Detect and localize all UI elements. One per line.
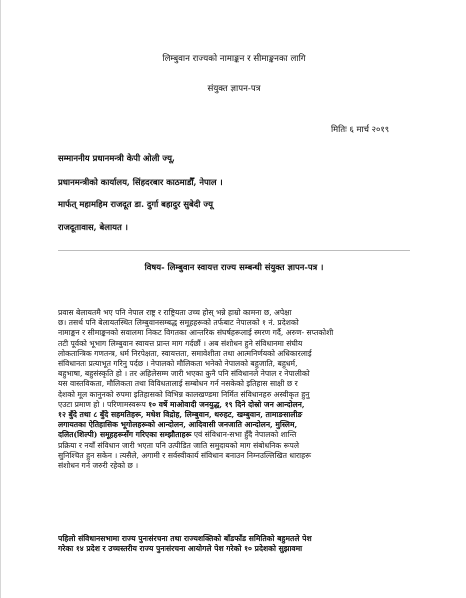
address-line-recipient: सम्माननीय प्रधानमन्त्री केपी ओली ज्यू, [58, 153, 175, 163]
document-date: मितिः ६ मार्च २०१९ [331, 124, 390, 134]
paragraph-bold-text: १० वर्षे माओवादी जनयुद्ध, १९ दिने दोस्रो जन आन्दोलन, [148, 399, 305, 409]
address-line-embassy: राजदूतावास, बेलायत । [58, 222, 128, 232]
paragraph-line-bold: १२ बुँदे तथा ८ बुँदे सहमतिहरू, मधेश विद्रोह, लिम्बुवान, थरुहट, खम्बुवान, तामाङसालीङ [58, 410, 303, 420]
divider-rule [58, 250, 410, 251]
paragraph-line-mixed [58, 430, 410, 440]
paragraph-line-bold: लगायतका ऐतिहासिक भूगोलहरूको आन्दोलन, आदिवासी जनजाति आन्दोलन, मुस्लिम, [58, 420, 298, 430]
paragraph-body-2 [58, 534, 410, 554]
paragraph-text: एउटा प्रमाण हो । परिणामस्वरूप [58, 399, 146, 409]
paragraph-line: लोकतान्त्रिक गणतन्त्र, धर्म निरपेक्षता, स्वायत्तता, समावेशीता तथा आत्मनिर्णयको अधिकारलाई [58, 348, 312, 358]
paragraph-line: बहुभाषा, बहुसंस्कृति हो । तर अहिलेसम्म जारी भएका कुनै पनि संविधानले नेपाल र नेपालीको [58, 369, 310, 379]
paragraph-line: पहिलो संविधानसभामा राज्य पुनःसंरचना तथा राज्यशक्तिको बाँडफाँड समितिको बहुमतले पेश [58, 534, 312, 543]
paragraph-line: तटी पूर्वको भूभाग लिम्बुवान स्वायत्त प्रान्त माग गर्दछौं । अब संशोधन हुने संविधानमा संघीय [58, 338, 303, 348]
paragraph-line: प्रवास बेलायतमै भए पनि नेपाल राष्ट्र र राष्ट्रियता उच्च होस् भन्ने हाम्रो कामना छ, अपेक्षा [58, 308, 292, 317]
paragraph-line: संशोधन गर्न जरुरी रहेको छ । [58, 461, 139, 471]
address-line-via: मार्फत् महामहिम राजदूत डा. दुर्गा बहादुर सुबेदी ज्यू [58, 199, 213, 209]
paragraph-bold-text: दलित(शिल्पी) समूहहरूसँग गरिएका सम्झौताहरू [58, 430, 192, 440]
paragraph-line: सुनिश्चित हुन सकेन । त्यसैले, अगामी र सर्वस्वीकार्य संविधान बनाउन निम्नउल्लिखित धाराहरू [58, 450, 312, 460]
document-title: लिम्बुवान राज्यको नामाङ्कन र सीमाङ्कनका लागि [162, 54, 306, 64]
paragraph-line: नामाङ्कन र सीमाङ्कनको सवालमा निकट विगतका आन्तरिक संघर्षहरूलाई स्मरण गर्दै, अरुण- सप्तकोशी [58, 328, 334, 338]
paragraph-line: यस वास्तविकता, मौलिकता तथा विविधतालाई सम्बोधन गर्न नसकेको इतिहास साक्षी छ र [58, 379, 298, 389]
paragraph-text: एवं संविधान-सभा हुँदै नेपालको शान्ति [193, 430, 297, 440]
paragraph-line: संविधानतः प्रत्याभूत गरिनु पर्दछ । नेपालको मौलिकता भनेको नेपालको बहुजाति, बहुधर्म, [58, 359, 298, 369]
paragraph-line: छ। तसर्थ पनि बेलायतस्थित लिम्बुवानसम्बद्ध समूहहरूको तर्फबाट नेपालको १ नं. प्रदेशको [58, 318, 299, 328]
paragraph-body-1 [58, 308, 410, 471]
document-subject: विषय- लिम्बुवान स्वायत्त राज्य सम्बन्धी संयुक्त ज्ञापन-पत्र । [144, 262, 324, 272]
paragraph-line: प्रक्रिया र नयाँ संविधान जारी भएता पनि उत्पीडित जाति समुदायको माग संबोधनिक रूपले [58, 440, 299, 450]
document-subtitle: संयुक्त ज्ञापन-पत्र [207, 84, 261, 94]
address-line-office: प्रधानमन्त्रीको कार्यालय, सिंहदरबार काठमाडौँ, नेपाल । [58, 177, 223, 187]
paragraph-line: देशको मूल कानुनको रुपमा इतिहासको विभिन्न कालखण्डमा निर्मित संविधानहरु अस्वीकृत हुनु [58, 389, 310, 399]
paragraph-line: गरेका १४ प्रदेश र उच्चस्तरीय राज्य पुनःसंरचना आयोगले पेश गरेको १० प्रदेशको सुझावमा [58, 544, 303, 554]
paragraph-line-mixed [58, 400, 410, 410]
